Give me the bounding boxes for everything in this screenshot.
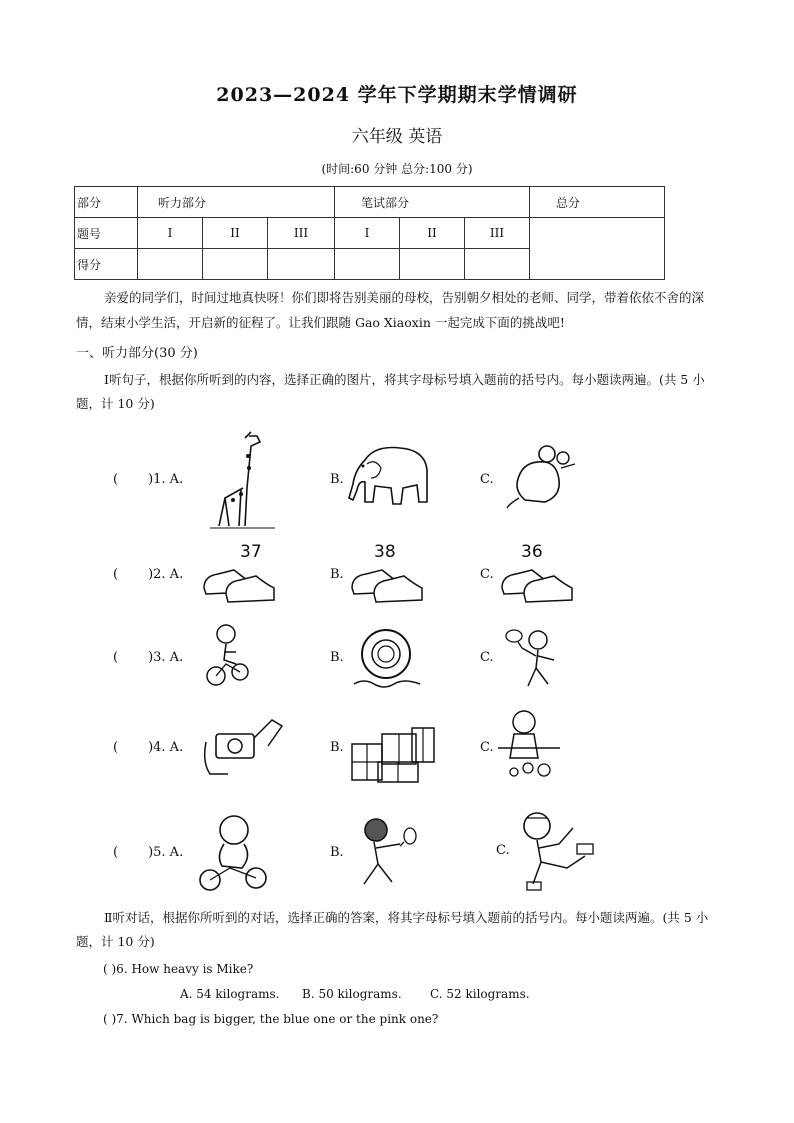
elephant-icon (345, 440, 431, 512)
time-info: (时间:60 分钟 总分:100 分) (321, 162, 473, 176)
exam-subtitle: 六年级 英语 (351, 127, 443, 147)
option-b-label: B. (330, 567, 344, 582)
question-6-stem[interactable]: ( )6. How heavy is Mike? (103, 962, 254, 976)
option-b-label: B. (330, 650, 344, 665)
table-cell (465, 249, 530, 280)
table-cell: III (268, 218, 335, 249)
option-c-label: C. (480, 567, 494, 582)
table-cell: II (400, 218, 465, 249)
exam-title: 2023—2024 学年下学期期末学情调研 (216, 84, 578, 106)
option-c-label: C. (480, 650, 494, 665)
shoe-size-label: 38 (374, 542, 396, 562)
gifts-icon (348, 712, 438, 784)
badminton-icon (350, 814, 426, 890)
table-cell: 听力部分 (138, 187, 335, 218)
answer-bracket[interactable]: ( )2. A. (113, 567, 184, 582)
option-b-label: B. (330, 472, 344, 487)
section-heading: 一、听力部分(30 分) (76, 346, 198, 361)
table-cell (203, 249, 268, 280)
answer-bracket[interactable]: ( )1. A. (113, 472, 184, 487)
shoes-icon (348, 562, 426, 604)
score-table (74, 186, 665, 280)
part2-instruction: Ⅱ听对话，根据你所听到的对话，选择正确的答案，将其字母标号填入题前的括号内。每小题读两遍。(共 5 小题，计 10 分) (76, 910, 709, 949)
table-cell: 笔试部分 (335, 187, 530, 218)
badminton-icon (498, 624, 574, 690)
cycling-icon (204, 622, 250, 688)
table-cell: 总分 (530, 187, 665, 218)
option-b[interactable]: B. 50 kilograms. (302, 987, 402, 1001)
table-cell: 得分 (75, 249, 138, 280)
giraffe-icon (205, 428, 277, 530)
table-cell: III (465, 218, 530, 249)
roller-skating-icon (515, 808, 599, 894)
shoe-size-label: 37 (240, 542, 262, 562)
swimming-icon (350, 620, 424, 694)
table-cell (268, 249, 335, 280)
option-c-label: C. (480, 472, 494, 487)
table-cell (530, 218, 665, 280)
boy-cooking-icon (498, 706, 562, 780)
table-cell (400, 249, 465, 280)
answer-bracket[interactable]: ( )4. A. (113, 740, 184, 755)
intro-paragraph: 亲爱的同学们，时间过地真快呀！你们即将告别美丽的母校，告别朝夕相处的老师、同学，带着依依不舍的深情，结束小学生活，开启新的征程了。让我们跟随 Gao Xiaoxin 一起完成下面的挑战吧! (76, 290, 705, 330)
table-row (75, 187, 665, 218)
table-cell (335, 249, 400, 280)
table-cell: I (138, 218, 203, 249)
shoes-icon (200, 562, 278, 604)
table-cell: 部分 (75, 187, 138, 218)
option-b-label: B. (330, 740, 344, 755)
camera-icon (198, 712, 284, 778)
shoes-icon (498, 562, 576, 604)
mouse-icon (505, 440, 585, 510)
table-cell: 题号 (75, 218, 138, 249)
option-c-label: C. (496, 843, 510, 858)
option-c-label: C. (480, 740, 494, 755)
option-b-label: B. (330, 845, 344, 860)
part1-instruction: Ⅰ听句子，根据你所听到的内容，选择正确的图片，将其字母标号填入题前的括号内。每小题读两遍。(共 5 小题，计 10 分) (76, 372, 705, 411)
table-cell: II (203, 218, 268, 249)
shoe-size-label: 36 (521, 542, 543, 562)
question-7-stem[interactable]: ( )7. Which bag is bigger, the blue one or the pink one? (103, 1012, 439, 1026)
answer-bracket[interactable]: ( )5. A. (113, 845, 184, 860)
option-c[interactable]: C. 52 kilograms. (430, 987, 530, 1001)
table-cell (138, 249, 203, 280)
option-a[interactable]: A. 54 kilograms. (180, 987, 280, 1001)
answer-bracket[interactable]: ( )3. A. (113, 650, 184, 665)
cycling-icon (196, 812, 270, 894)
table-row (75, 218, 665, 249)
table-cell: I (335, 218, 400, 249)
